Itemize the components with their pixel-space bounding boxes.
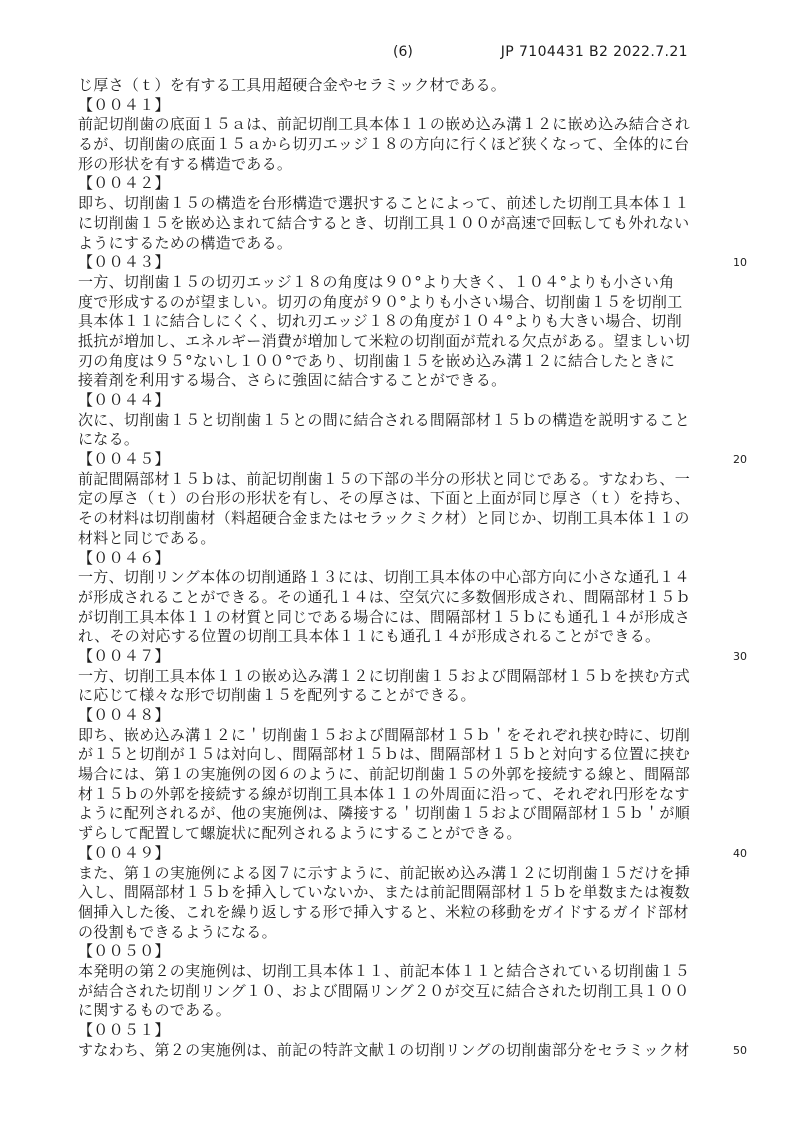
text-line — [0, 982, 800, 1002]
text-line — [0, 824, 800, 844]
text-line — [0, 706, 800, 726]
text-line-content: 具本体１１に結合しにくく、切れ刃エッジ１８の角度が１０４°よりも大きい場合、切削 — [78, 312, 682, 331]
text-line-content: が形成されることができる。その通孔１４は、空気穴に多数個形成され、間隔部材１５ｂ — [78, 587, 691, 606]
text-line — [0, 667, 800, 687]
document-body — [0, 76, 800, 1060]
text-line-content: に切削歯１５を嵌め込まれて結合するとき、切削工具１００が高速で回転しても外れない — [78, 213, 690, 232]
margin-line-number: 50 — [733, 1043, 747, 1057]
text-line — [0, 804, 800, 824]
publication-number: JP 7104431 B2 2022.7.21 — [500, 44, 688, 60]
text-line — [0, 627, 800, 647]
text-line — [0, 785, 800, 805]
text-line-content: 場合には、第１の実施例の図６のように、前記切削歯１５の外郭を接続する線と、間隔部 — [78, 765, 691, 784]
text-line — [0, 253, 800, 273]
text-line-content: また、第１の実施例による図７に示すように、前記嵌め込み溝１２に切削歯１５だけを挿 — [78, 863, 691, 882]
text-line — [0, 470, 800, 490]
text-line — [0, 844, 800, 864]
text-line — [0, 174, 800, 194]
text-line — [0, 529, 800, 549]
text-line-content: が結合された切削リング１０、および間隔リング２０が交互に結合された切削工具１００ — [78, 981, 690, 1000]
text-line — [0, 411, 800, 431]
text-line-content: ずらして配置して螺旋状に配列されるようにすることができる。 — [78, 824, 522, 843]
margin-line-number: 30 — [733, 649, 747, 663]
text-line — [0, 686, 800, 706]
text-line — [0, 312, 800, 332]
text-line — [0, 647, 800, 667]
text-line-content: 【００４７】 — [78, 646, 170, 665]
text-line — [0, 76, 800, 96]
text-line — [0, 155, 800, 175]
text-line — [0, 726, 800, 746]
text-line — [0, 864, 800, 884]
text-line-content: 材１５ｂの外郭を接続する線が切削工具本体１１の外周面に沿って、それぞれ円形をなす — [78, 784, 690, 803]
text-line — [0, 430, 800, 450]
text-line-content: 接着剤を利用する場合、さらに強固に結合することができる。 — [78, 371, 507, 390]
text-line — [0, 745, 800, 765]
margin-line-number: 10 — [733, 256, 747, 270]
text-line-content: の役割もできるようになる。 — [78, 922, 277, 941]
text-line — [0, 489, 800, 509]
text-line — [0, 549, 800, 569]
text-line-content: 材料と同じである。 — [78, 528, 216, 547]
text-line-content: 定の厚さ（ｔ）の台形の形状を有し、その厚さは、下面と上面が同じ厚さ（ｔ）を持ち、 — [78, 489, 691, 508]
text-line — [0, 194, 800, 214]
text-line-content: 一方、切削工具本体１１の嵌め込み溝１２に切削歯１５および間隔部材１５ｂを挟む方式 — [78, 666, 691, 685]
text-line-content: に応じて様々な形で切削歯１５を配列することができる。 — [78, 686, 476, 705]
text-line — [0, 450, 800, 470]
text-line-content: 【００４６】 — [78, 548, 170, 567]
text-line-content: 一方、切削歯１５の切刃エッジ１８の角度は９０°より大きく、１０４°よりも小さい角 — [78, 272, 675, 291]
text-line-content: 【００４５】 — [78, 450, 170, 469]
text-line — [0, 214, 800, 234]
text-line-content: 本発明の第２の実施例は、切削工具本体１１、前記本体１１と結合されている切削歯１５ — [78, 961, 691, 980]
text-line — [0, 115, 800, 135]
text-line-content: になる。 — [78, 430, 140, 449]
page-header — [0, 44, 800, 62]
text-line — [0, 608, 800, 628]
text-line-content: ようにするための構造である。 — [78, 233, 293, 252]
text-line-content: 形の形状を有する構造である。 — [78, 154, 293, 173]
text-line-content: 抵抗が増加し、エネルギー消費が増加して米粒の切削面が荒れる欠点がある。望ましい切 — [78, 331, 691, 350]
text-line — [0, 293, 800, 313]
text-line-content: 入し、間隔部材１５ｂを挿入していないか、または前記間隔部材１５ｂを単数または複数 — [78, 883, 691, 902]
text-line-content: れ、その対応する位置の切削工具本体１１にも通孔１４が形成されることができる。 — [78, 627, 661, 646]
text-line — [0, 942, 800, 962]
text-line — [0, 883, 800, 903]
text-line-content: 【００４１】 — [78, 95, 170, 114]
text-line — [0, 1001, 800, 1021]
text-line — [0, 765, 800, 785]
text-line-content: 【００４２】 — [78, 174, 170, 193]
text-line — [0, 509, 800, 529]
text-line-content: 即ち、切削歯１５の構造を台形構造で選択することによって、前述した切削工具本体１１ — [78, 194, 690, 213]
text-line-content: 次に、切削歯１５と切削歯１５との間に結合される間隔部材１５ｂの構造を説明すること — [78, 410, 691, 429]
text-line-content: すなわち、第２の実施例は、前記の特許文献１の切削リングの切削歯部分をセラミック材 — [78, 1040, 690, 1059]
text-line — [0, 371, 800, 391]
text-line-content: 【００４９】 — [78, 843, 170, 862]
margin-line-number: 20 — [733, 453, 747, 467]
page-number: (6) — [393, 44, 413, 60]
text-line — [0, 588, 800, 608]
text-line — [0, 903, 800, 923]
text-line-content: が１５と切削が１５は対向し、間隔部材１５ｂは、間隔部材１５ｂと対向する位置に挟む — [78, 745, 691, 764]
text-line — [0, 923, 800, 943]
text-line — [0, 1021, 800, 1041]
text-line-content: その材料は切削歯材（料超硬合金またはセラックミク材）と同じか、切削工具本体１１の — [78, 509, 690, 528]
text-line — [0, 391, 800, 411]
text-line-content: 前記間隔部材１５ｂは、前記切削歯１５の下部の半分の形状と同じである。すなわち、一 — [78, 469, 691, 488]
text-line-content: に関するものである。 — [78, 1001, 232, 1020]
text-line-content: 前記切削歯の底面１５ａは、前記切削工具本体１１の嵌め込み溝１２に嵌め込み結合され — [78, 115, 691, 134]
text-line — [0, 962, 800, 982]
text-line-content: ように配列されるが、他の実施例は、隣接する＇切削歯１５および間隔部材１５ｂ＇が順 — [78, 804, 691, 823]
text-line — [0, 352, 800, 372]
text-line — [0, 135, 800, 155]
text-line-content: 即ち、嵌め込み溝１２に＇切削歯１５および間隔部材１５ｂ＇をそれぞれ挟む時に、切削 — [78, 725, 691, 744]
text-line — [0, 568, 800, 588]
text-line-content: 【００４４】 — [78, 391, 170, 409]
text-line — [0, 1041, 800, 1061]
text-line — [0, 332, 800, 352]
text-line-content: 一方、切削リング本体の切削通路１３には、切削工具本体の中心部方向に小さな通孔１４ — [78, 568, 690, 587]
text-line-content: 【００４８】 — [78, 706, 170, 724]
margin-line-number: 40 — [733, 846, 747, 860]
text-line-content: 度で形成するのが望ましい。切刃の角度が９０°よりも小さい場合、切削歯１５を切削工 — [78, 292, 683, 311]
text-line-content: 【００５１】 — [78, 1021, 170, 1039]
text-line — [0, 273, 800, 293]
text-line-content: が切削工具本体１１の材質と同じである場合には、間隔部材１５ｂにも通孔１４が形成さ — [78, 607, 691, 626]
text-line-content: 【００５０】 — [78, 942, 170, 961]
text-line-content: るが、切削歯の底面１５ａから切刃エッジ１８の方向に行くほど狭くなって、全体的に台 — [78, 135, 690, 154]
text-line-content: 【００４３】 — [78, 253, 170, 272]
text-line — [0, 96, 800, 116]
text-line-content: 個挿入した後、これを繰り返しする形で挿入すると、米粒の移動をガイドするガイド部材 — [78, 902, 689, 921]
text-line — [0, 234, 800, 254]
text-line-content: 刃の角度は９５°ないし１００°であり、切削歯１５を嵌め込み溝１２に結合したときに — [78, 351, 676, 370]
text-line-content: じ厚さ（ｔ）を有する工具用超硬合金やセラミック材である。 — [78, 76, 507, 94]
